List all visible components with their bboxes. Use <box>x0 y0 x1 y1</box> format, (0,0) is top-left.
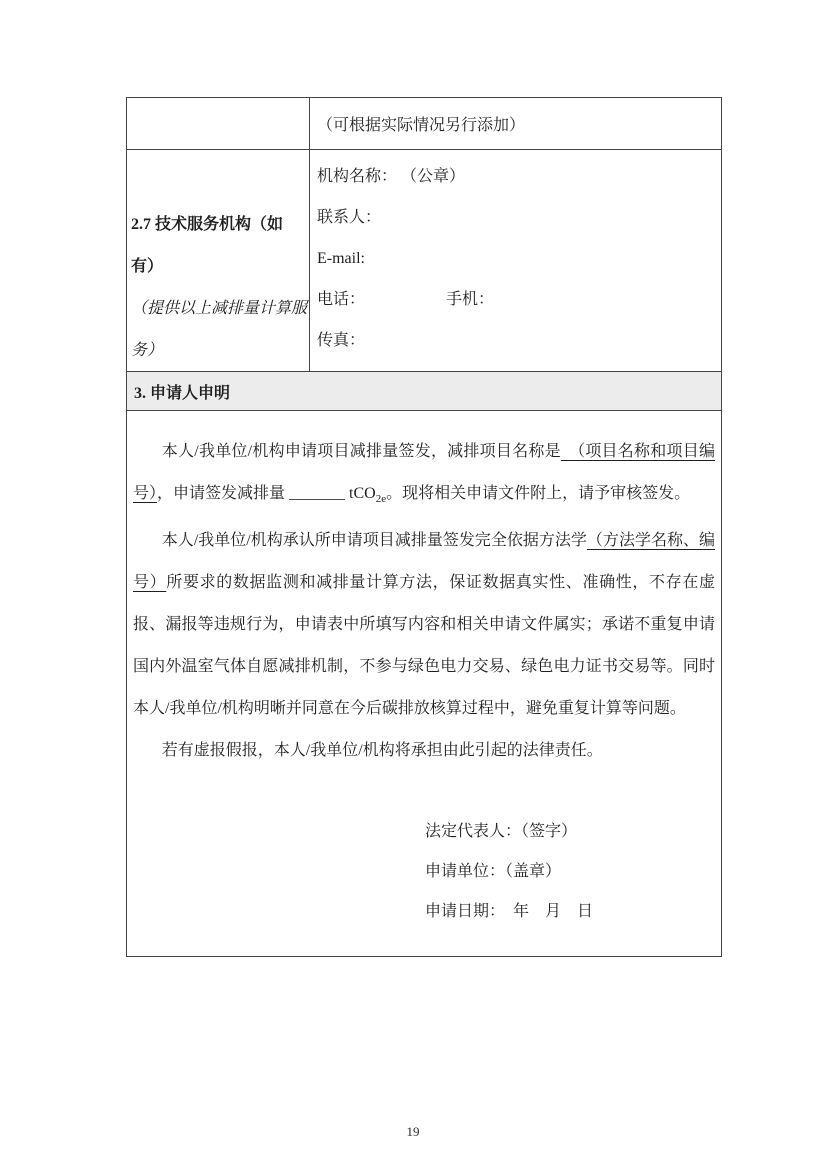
row2-left-cell <box>127 150 310 371</box>
p1-text: 本人/我单位/机构申请项目减排量签发，减排项目名称是 <box>161 443 561 460</box>
additional-note-text: （可根据实际情况另行添加） <box>317 117 526 134</box>
fax-field: 传真： <box>317 332 366 349</box>
methodology-underline-blank: （方法学名称、编号） <box>133 532 715 592</box>
page-number: 19 <box>406 1124 420 1139</box>
application-form-table <box>126 97 722 957</box>
declaration-paragraph-3: 若有虚报假报，本人/我单位/机构将承担由此引起的法律责任。 <box>161 742 603 760</box>
p1-text-mid: ，申请签发减排量 <box>157 485 290 502</box>
p1-text-end: 。现将相关申请文件附上，请予审核签发。 <box>386 485 691 502</box>
table-row-additional <box>127 98 721 150</box>
mobile-label: 手机： <box>446 291 495 308</box>
section-3-header <box>127 372 721 411</box>
table-row-tech-service-org <box>127 150 721 372</box>
email-field: E-mail: <box>317 250 365 267</box>
tech-service-org-title: 2.7 技术服务机构（如有） <box>131 216 284 275</box>
p2-text-end: 所要求的数据监测和减排量计算方法，保证数据真实性、准确性，不存在虚报、漏报等违规行为，申请表中所填写内容和相关申请文件属实；承诺不重复申请国内外温室气体自愿减排机制，不参与绿色电力交易、绿色电力证书交易等。同时本人/我单位/机构明晰并同意在今后碳排放核算过程中，避免重复计算等问题。 <box>133 574 715 718</box>
applicant-declaration-cell <box>127 411 721 956</box>
phone-label: 电话： <box>317 291 366 308</box>
section-3-title: 3. 申请人申明 <box>134 384 231 402</box>
row1-right-cell <box>310 98 721 149</box>
contact-person-field: 联系人： <box>317 209 382 226</box>
p2-text: 本人/我单位/机构承认所申请项目减排量签发完全依据方法学 <box>161 532 587 550</box>
tech-service-org-note: （提供以上减排量计算服务） <box>131 300 308 359</box>
applicant-unit-line: 申请单位：（盖章） <box>425 863 562 881</box>
signature-block <box>425 812 715 932</box>
declaration-paragraph-2 <box>133 520 715 730</box>
declaration-paragraph-1 <box>133 431 715 520</box>
row1-left-cell-empty <box>127 98 310 149</box>
project-name-underline-blank: （项目名称和项目编号） <box>133 443 715 502</box>
row2-right-cell <box>310 150 721 371</box>
phone-mobile-field <box>317 279 713 320</box>
org-name-field: 机构名称： （公章） <box>317 168 466 185</box>
tco2e-subscript: 2e <box>375 493 387 506</box>
application-date-line: 申请日期： 年 月 日 <box>425 903 594 921</box>
reduction-amount-blank: _______ <box>289 485 346 502</box>
legal-representative-line: 法定代表人：（签字） <box>425 823 578 841</box>
tco2e-unit: tCO <box>345 485 376 502</box>
